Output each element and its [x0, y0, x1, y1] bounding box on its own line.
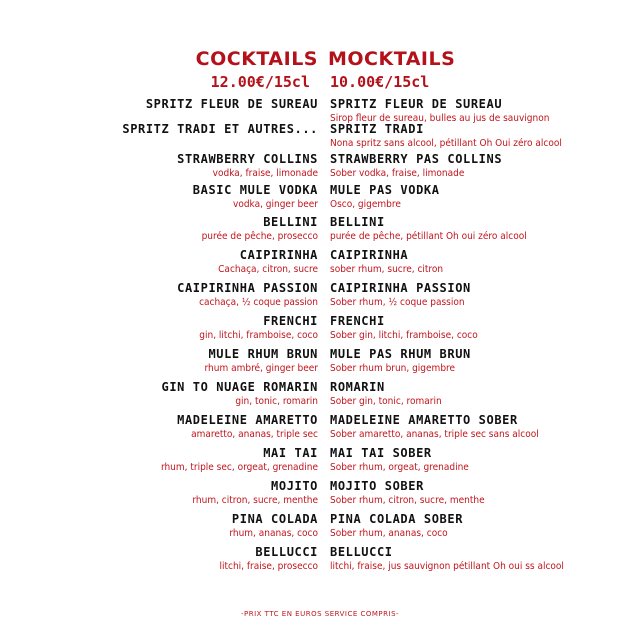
cocktail-description: cachaça, ½ coque passion — [199, 297, 318, 308]
mocktail-description: litchi, fraise, jus sauvignon pétillant Oh oui ss alcool — [330, 561, 564, 572]
mocktail-name: MOJITO SOBER — [330, 479, 424, 493]
cocktails-price: 12.00€/15cl — [210, 73, 310, 91]
mocktails-price: 10.00€/15cl — [330, 73, 430, 91]
cocktail-name: MADELEINE AMARETTO — [177, 413, 318, 427]
mocktail-name: BELLUCCI — [330, 545, 393, 559]
cocktail-name: MULE RHUM BRUN — [208, 347, 318, 361]
cocktail-name: PINA COLADA — [231, 512, 318, 526]
mocktail-name: MULE PAS VODKA — [330, 183, 440, 197]
cocktail-name: BASIC MULE VODKA — [192, 183, 318, 197]
cocktail-description: rhum, citron, sucre, menthe — [192, 495, 318, 506]
cocktail-description: vodka, fraise, limonade — [212, 168, 318, 179]
mocktail-description: Nona spritz sans alcool, pétillant Oh Oui zéro alcool — [330, 138, 562, 149]
mocktail-name: FRENCHI — [330, 314, 385, 328]
cocktail-name: BELLINI — [263, 215, 318, 229]
mocktail-name: CAIPIRINHA PASSION — [330, 281, 471, 295]
mocktail-description: Sober gin, tonic, romarin — [330, 396, 442, 407]
cocktail-description: amaretto, ananas, triple sec — [191, 429, 318, 440]
cocktail-description: litchi, fraise, prosecco — [219, 561, 318, 572]
mocktail-name: ROMARIN — [330, 380, 385, 394]
mocktail-name: MADELEINE AMARETTO SOBER — [330, 413, 518, 427]
mocktail-description: Sober amaretto, ananas, triple sec sans alcool — [330, 429, 539, 440]
mocktails-title: MOCKTAILS — [328, 48, 456, 70]
mocktail-description: Sober gin, litchi, framboise, coco — [330, 330, 478, 341]
mocktail-name: SPRITZ FLEUR DE SUREAU — [330, 97, 503, 111]
mocktail-name: CAIPIRINHA — [330, 248, 409, 262]
mocktail-name: MAI TAI SOBER — [330, 446, 432, 460]
mocktail-description: Sober rhum, ½ coque passion — [330, 297, 465, 308]
cocktail-description: rhum ambré, ginger beer — [204, 363, 318, 374]
mocktail-name: MULE PAS RHUM BRUN — [330, 347, 471, 361]
cocktail-description: gin, litchi, framboise, coco — [199, 330, 318, 341]
mocktail-description: Osco, gigembre — [330, 199, 401, 210]
cocktail-name: MOJITO — [271, 479, 318, 493]
cocktail-description: rhum, triple sec, orgeat, grenadine — [160, 462, 318, 473]
mocktail-description: Sober vodka, fraise, limonade — [330, 168, 465, 179]
footer-note: -PRIX TTC EN EUROS SERVICE COMPRIS- — [240, 610, 400, 618]
cocktail-description: Cachaça, citron, sucre — [218, 264, 318, 275]
mocktail-name: PINA COLADA SOBER — [330, 512, 464, 526]
cocktail-name: BELLUCCI — [255, 545, 318, 559]
mocktail-description: purée de pêche, pétillant Oh oui zéro alcool — [330, 231, 527, 242]
cocktail-name: MAI TAI — [263, 446, 318, 460]
cocktail-name: GIN TO NUAGE ROMARIN — [161, 380, 318, 394]
cocktail-description: purée de pêche, prosecco — [201, 231, 318, 242]
cocktail-name: CAIPIRINHA PASSION — [177, 281, 318, 295]
mocktail-description: sober rhum, sucre, citron — [330, 264, 444, 275]
mocktail-description: Sober rhum, ananas, coco — [330, 528, 448, 539]
mocktail-name: STRAWBERRY PAS COLLINS — [330, 152, 503, 166]
mocktail-description: Sober rhum, orgeat, grenadine — [330, 462, 469, 473]
mocktail-description: Sober rhum, citron, sucre, menthe — [330, 495, 485, 506]
cocktail-description: gin, tonic, romarin — [235, 396, 318, 407]
cocktail-name: SPRITZ FLEUR DE SUREAU — [145, 97, 318, 111]
mocktail-name: SPRITZ TRADI — [330, 122, 424, 136]
mocktail-name: BELLINI — [330, 215, 385, 229]
cocktail-description: rhum, ananas, coco — [229, 528, 318, 539]
cocktail-description: vodka, ginger beer — [233, 199, 318, 210]
mocktail-description: Sirop fleur de sureau, bulles au jus de sauvignon — [330, 113, 550, 124]
cocktails-title: COCKTAILS — [195, 48, 318, 70]
cocktail-name: STRAWBERRY COLLINS — [177, 152, 318, 166]
cocktail-name: SPRITZ TRADI ET AUTRES... — [122, 122, 318, 136]
mocktail-description: Sober rhum brun, gigembre — [330, 363, 456, 374]
cocktail-name: CAIPIRINHA — [239, 248, 318, 262]
cocktail-name: FRENCHI — [263, 314, 318, 328]
